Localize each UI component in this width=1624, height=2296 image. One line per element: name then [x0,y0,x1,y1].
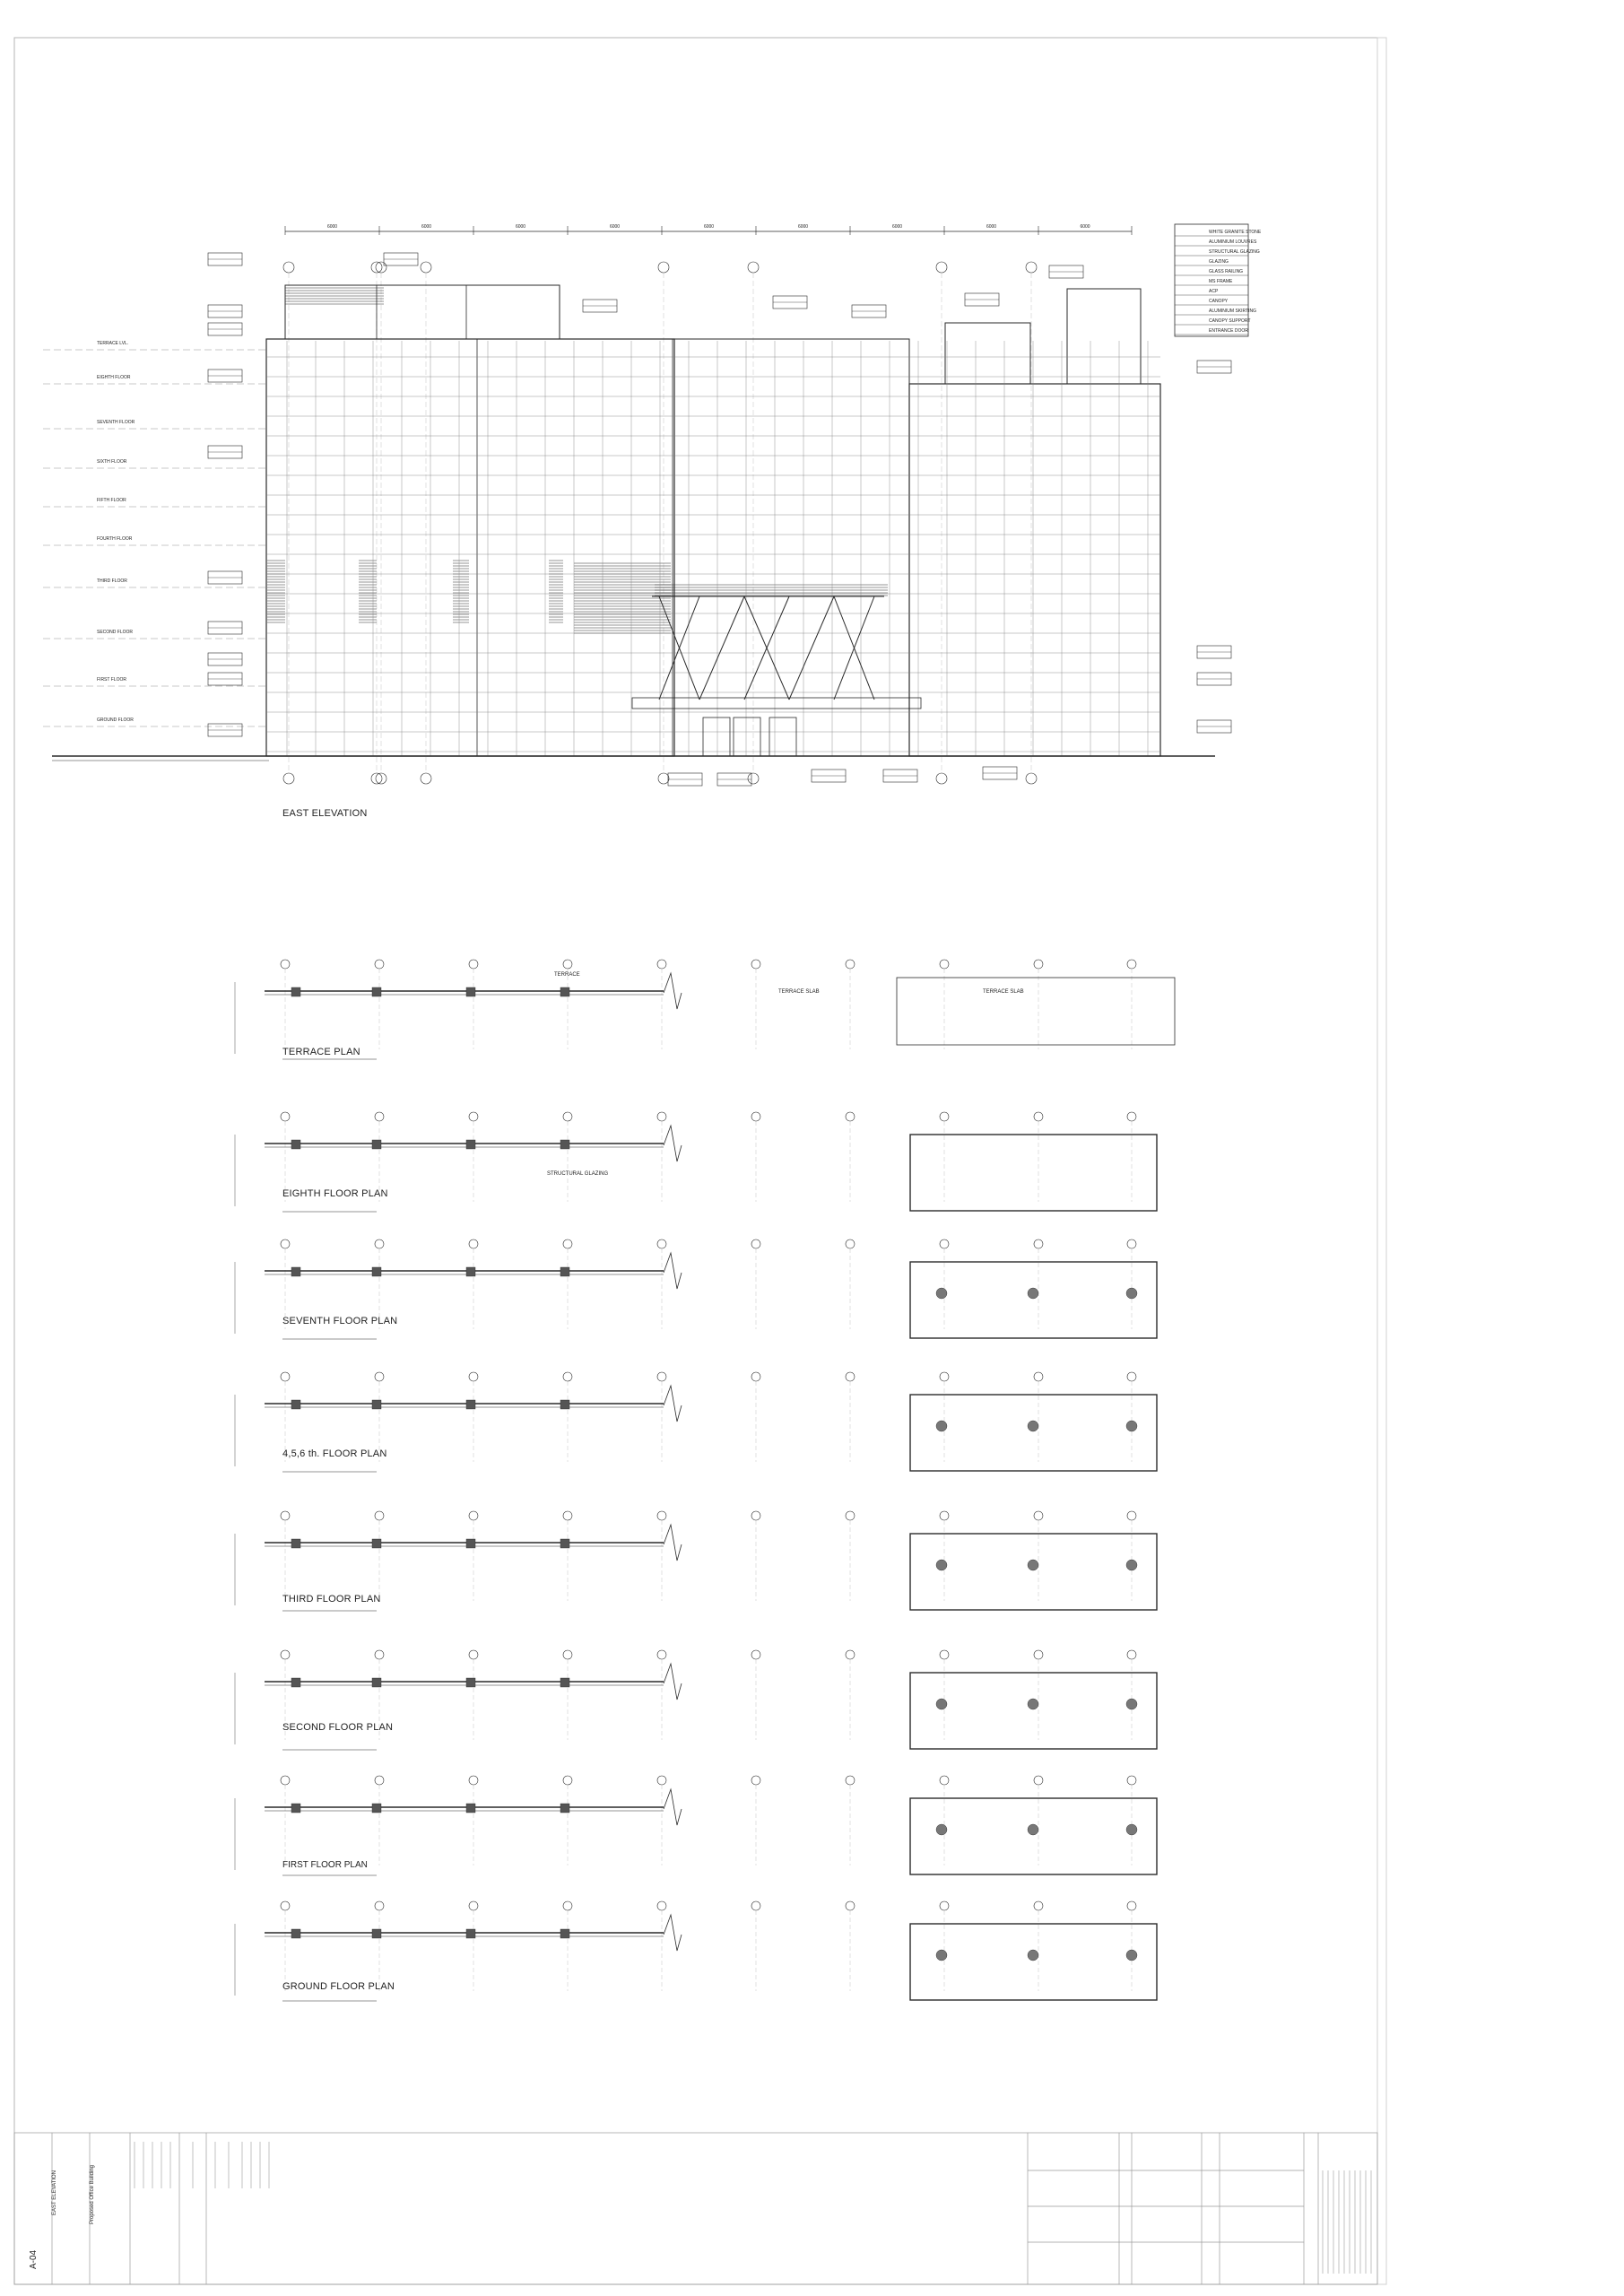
level-label: SEVENTH FLOOR [97,420,135,425]
plan-title-fourth-sixth: 4,5,6 th. FLOOR PLAN [282,1448,387,1459]
grid-bubble [1127,1776,1136,1785]
right-block-outline [910,1798,1157,1874]
entrance-doors [703,718,796,756]
break-line [664,973,682,1009]
grid-bubble [469,1776,478,1785]
right-block-outline [910,1534,1157,1610]
grid-bubble [421,773,431,784]
column [291,987,300,996]
round-column [1126,1560,1137,1570]
level-label: EIGHTH FLOOR [97,375,131,380]
parapet-frame [377,285,466,339]
grid-bubble [375,1776,384,1785]
plan-title-ground: GROUND FLOOR PLAN [282,1981,395,1992]
grid-bubble [563,1239,572,1248]
grid-bubble [657,1511,666,1520]
column [372,1678,381,1687]
grid-bubble [469,1650,478,1659]
column [466,1678,475,1687]
round-column [936,1824,947,1835]
grid-dimension-label: 6000 [1080,224,1090,230]
grid-dimension-label: 6000 [515,224,526,230]
grid-bubble [1127,1511,1136,1520]
grid-bubble [375,1372,384,1381]
grid-bubble [940,1511,949,1520]
grid-bubble [846,1239,855,1248]
grid-bubble [940,960,949,969]
right-margin-border [1377,38,1386,2284]
column [560,1400,569,1409]
round-column [1126,1421,1137,1431]
column [560,1929,569,1938]
column [466,1140,475,1149]
title-block-sheet-no: A-04 [29,2249,39,2269]
plan-title-second: SECOND FLOOR PLAN [282,1722,394,1733]
grid-bubble [751,1650,760,1659]
level-label: FIRST FLOOR [97,677,126,683]
grid-bubble [375,1511,384,1520]
level-label: GROUND FLOOR [97,718,134,723]
grid-bubble [751,1776,760,1785]
grid-bubble [563,1112,572,1121]
grid-bubble [371,262,382,273]
right-block-outline [910,1673,1157,1749]
round-column [936,1950,947,1961]
aluminium-louvres [267,285,888,633]
grid-bubble [563,1776,572,1785]
grid-bubble [657,1650,666,1659]
title-block-project: Proposed Office Building [90,2165,95,2224]
grid-bubble [375,1650,384,1659]
legend-item: GLASS RAILING [1209,269,1244,274]
grid-dimension-label: 6000 [326,224,338,230]
column [372,1400,381,1409]
grid-bubble [751,1112,760,1121]
grid-bubble [751,1901,760,1910]
round-column [1028,1560,1038,1570]
grid-dimension-label: 6000 [891,224,903,230]
break-line [664,1664,682,1700]
grid-bubble [657,960,666,969]
grid-bubble [1127,1650,1136,1659]
grid-bubble [281,1112,290,1121]
grid-bubble [1026,773,1037,784]
grid-bubble [748,262,759,273]
column [291,1400,300,1409]
grid-bubble [281,1650,290,1659]
grid-bubble [846,1650,855,1659]
note-terrace-slab: TERRACE SLAB [778,989,820,995]
grid-bubble [1034,1901,1043,1910]
legend-item: ALUMINIUM SKIRTING [1209,309,1256,314]
grid-bubble [936,262,947,273]
level-label: SECOND FLOOR [97,630,134,635]
break-line [664,1386,682,1422]
legend-item: ENTRANCE DOOR [1209,328,1248,334]
grid-bubble [1034,1372,1043,1381]
right-top-frame [1067,289,1141,384]
plan-title-seventh: SEVENTH FLOOR PLAN [282,1316,398,1326]
grid-bubble [563,1650,572,1659]
column [466,1804,475,1813]
grid-dimension-label: 6000 [797,224,809,230]
level-label: THIRD FLOOR [97,578,127,584]
terrace-outline [897,978,1175,1045]
break-line [664,1915,682,1951]
grid-bubble [846,1112,855,1121]
grid-bubble [1026,262,1037,273]
column [372,1267,381,1276]
plan-title-third: THIRD FLOOR PLAN [282,1594,381,1605]
grid-bubble [469,1112,478,1121]
grid-bubble [281,1901,290,1910]
column [372,1804,381,1813]
round-column [1028,1824,1038,1835]
grid-bubble [657,1112,666,1121]
column [560,1539,569,1548]
grid-bubble [469,1511,478,1520]
plan-drawing [235,960,1175,1059]
grid-bubble [1034,1776,1043,1785]
right-block-outline [910,1924,1157,2000]
title-block-text-lines [135,2142,1371,2274]
grid-bubble [940,1901,949,1910]
elevation-callouts [208,253,1231,786]
plan-drawing [235,1650,1157,1750]
round-column [936,1421,947,1431]
grid-dimension-label: 6000 [609,224,621,230]
level-label: TERRACE LVL. [97,341,129,346]
floor-plans [235,960,1175,2001]
round-column [1126,1288,1137,1299]
right-block-outline [910,1262,1157,1338]
grid-bubble [281,1372,290,1381]
column [560,1804,569,1813]
grid-bubble [940,1112,949,1121]
grid-bubble [940,1650,949,1659]
grid-bubble [376,773,386,784]
plan-title-first: FIRST FLOOR PLAN [282,1860,368,1870]
column [466,1539,475,1548]
column [291,1140,300,1149]
title-block-sheet-title: EAST ELEVATION [52,2170,57,2215]
grid-bubble [421,262,431,273]
grid-bubble [940,1776,949,1785]
grid-bubble [283,262,294,273]
grid-bubble [846,960,855,969]
column [291,1804,300,1813]
break-line [664,1253,682,1289]
plan-drawing [235,1776,1157,1875]
right-block-outline [910,1395,1157,1471]
grid-bubble [1127,960,1136,969]
entrance-canopy-truss [632,596,921,709]
round-column [936,1560,947,1570]
grid-bubble [1127,1112,1136,1121]
material-legend [1175,224,1262,336]
grid-dimension-label: 6000 [703,224,715,230]
break-line [664,1126,682,1161]
note-terrace: TERRACE [554,972,580,978]
grid-bubble [281,1511,290,1520]
grid-bubble [375,1901,384,1910]
grid-bubble [1034,1112,1043,1121]
grid-bubble [1127,1901,1136,1910]
grid-bubble [751,1239,760,1248]
grid-bubble [1034,1239,1043,1248]
curtain-wall-mullions [266,341,1160,756]
column [291,1929,300,1938]
grid-bubble [281,1239,290,1248]
grid-bubble [657,1239,666,1248]
column [291,1678,300,1687]
east-elevation [43,224,1262,786]
column [466,1400,475,1409]
column [291,1539,300,1548]
break-line [664,1789,682,1825]
grid-bubble [936,773,947,784]
title-block [14,2133,1377,2284]
round-column [1126,1699,1137,1709]
grid-bubble [751,1372,760,1381]
grid-bubble [751,1511,760,1520]
grid-bubble [469,960,478,969]
grid-bubble [940,1239,949,1248]
round-column [1028,1950,1038,1961]
column [291,1267,300,1276]
column [560,1140,569,1149]
grid-bubble [563,1901,572,1910]
grid-dimension-label: 6000 [986,224,997,230]
grid-bubble [846,1372,855,1381]
legend-item: STRUCTURAL GLAZING [1209,249,1260,255]
grid-bubble [846,1511,855,1520]
right-block-outline [910,1135,1157,1211]
outer-border [14,38,1377,2284]
right-parapet [945,323,1030,384]
grid-bubble [846,1901,855,1910]
grid-bubble [281,1776,290,1785]
grid-bubble [371,773,382,784]
grid-bubble [376,262,386,273]
grid-bubble [469,1901,478,1910]
note-terrace-slab-right: TERRACE SLAB [983,989,1024,995]
legend-item: CANOPY SUPPORT [1209,318,1251,324]
grid-bubble [748,773,759,784]
legend-item: CANOPY [1209,299,1229,304]
legend-item: GLAZING [1209,259,1229,265]
building-left-block [266,339,674,756]
column [466,1929,475,1938]
grid-bubble [657,1901,666,1910]
column [466,987,475,996]
round-column [936,1699,947,1709]
grid-bubble [1034,1650,1043,1659]
grid-bubble [281,960,290,969]
note-structural-glazing: STRUCTURAL GLAZING [547,1171,609,1177]
grid-bubble [751,960,760,969]
level-label: SIXTH FLOOR [97,459,127,465]
grid-bubble [563,960,572,969]
grid-bubble [1127,1372,1136,1381]
column [372,1929,381,1938]
legend-item: MS FRAME [1209,279,1233,284]
grid-bubble [658,262,669,273]
legend-item: ALUMINIUM LOUVRES [1209,239,1257,245]
grid-bubble [940,1372,949,1381]
column [560,1267,569,1276]
level-label: FOURTH FLOOR [97,536,133,542]
column [372,1140,381,1149]
round-column [936,1288,947,1299]
grid-bubble [1034,1511,1043,1520]
legend-item: WHITE GRANITE STONE [1209,230,1262,235]
grid-bubble [846,1776,855,1785]
grid-bubble [1034,960,1043,969]
round-column [1028,1699,1038,1709]
level-datums [43,341,266,726]
grid-bubble [375,1239,384,1248]
grid-bubble [375,960,384,969]
building-center-tower [477,339,673,756]
break-line [664,1525,682,1561]
grid-bubble [657,1372,666,1381]
elevation-title: EAST ELEVATION [282,808,368,819]
level-label: FIFTH FLOOR [97,498,126,503]
round-column [1126,1824,1137,1835]
grid-dimension-labels [285,224,1132,235]
round-column [1126,1950,1137,1961]
round-column [1028,1421,1038,1431]
grid-bubble [563,1372,572,1381]
grid-bubble [563,1511,572,1520]
round-column [1028,1288,1038,1299]
grid-bubble [657,1776,666,1785]
plan-title-eighth: EIGHTH FLOOR PLAN [282,1188,388,1199]
column [560,987,569,996]
column [466,1267,475,1276]
column [372,987,381,996]
grid-bubble [469,1372,478,1381]
grid-bubble [283,773,294,784]
column [372,1539,381,1548]
grid-dimension-label: 6000 [421,224,432,230]
grid-bubble [658,773,669,784]
grid-bubble [469,1239,478,1248]
grid-bubble [375,1112,384,1121]
grid-bubble [1127,1239,1136,1248]
plan-title-terrace: TERRACE PLAN [282,1047,360,1057]
legend-item: ACP [1209,289,1219,294]
column [560,1678,569,1687]
